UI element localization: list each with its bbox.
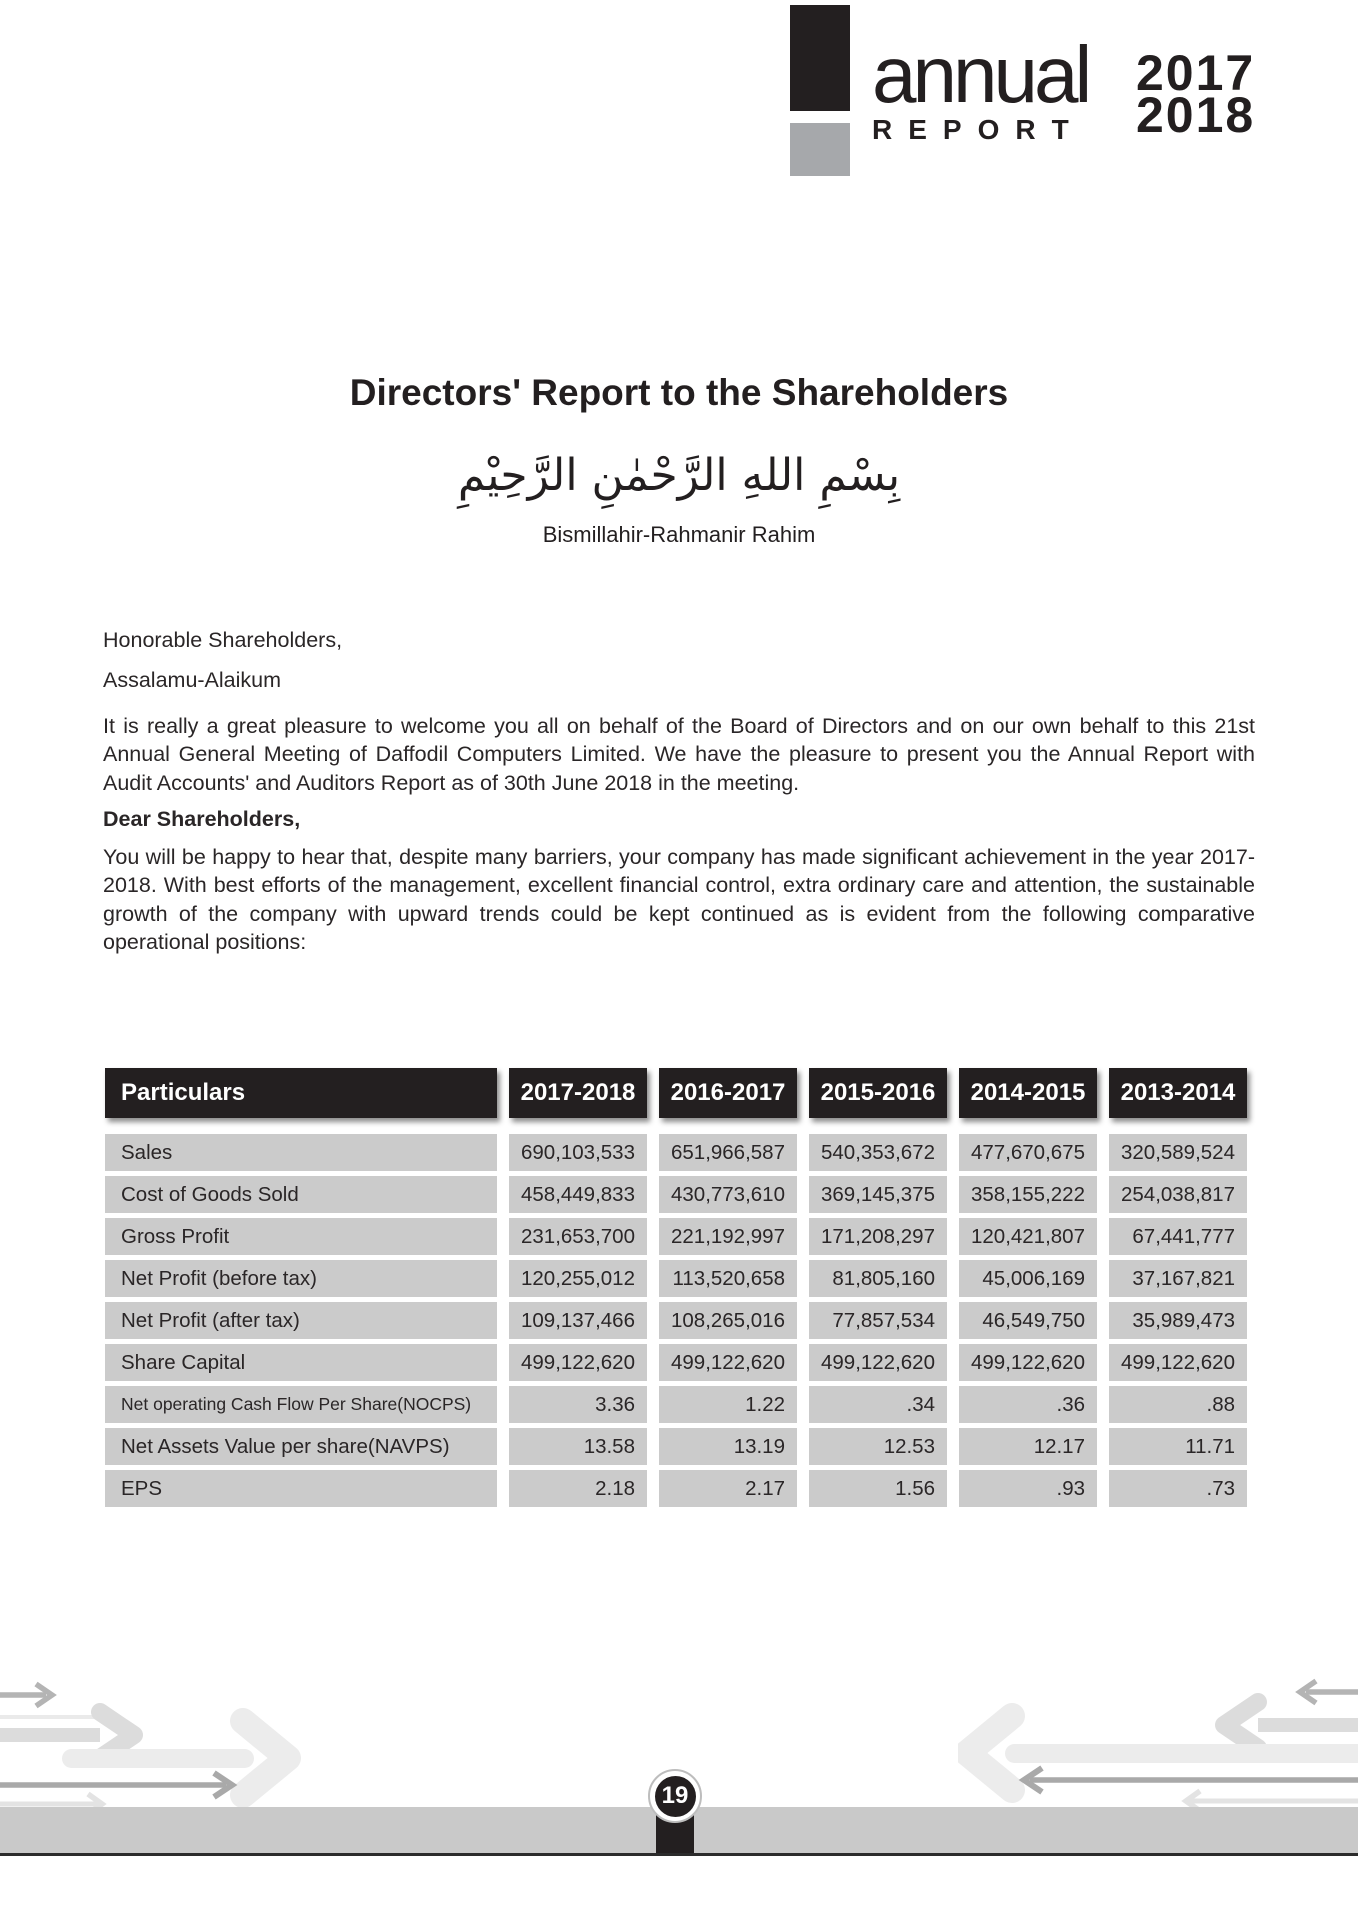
table-cell: .88 — [1109, 1386, 1247, 1423]
table-cell: 45,006,169 — [959, 1260, 1097, 1297]
subheading-dear-shareholders: Dear Shareholders, — [103, 807, 301, 831]
salutation-honorable: Honorable Shareholders, — [103, 628, 343, 652]
table-cell: 171,208,297 — [809, 1218, 947, 1255]
row-label: Net Profit (before tax) — [105, 1260, 497, 1297]
table-cell: 11.71 — [1109, 1428, 1247, 1465]
page-number: 19 — [655, 1776, 696, 1817]
achievement-paragraph: You will be happy to hear that, despite many barriers, your company has made significant achievement in the year 2017-2018. With best efforts of the management, excellent financial control, extra ordinary care and attention, the sustainable growth of the company with upward trends could be kept continued as is evident from the following comparative operational positions: — [103, 845, 1255, 955]
table-cell: 499,122,620 — [809, 1344, 947, 1381]
page-title: Directors' Report to the Shareholders — [349, 372, 1009, 413]
row-label: Net operating Cash Flow Per Share(NOCPS) — [105, 1386, 497, 1423]
table-cell: 320,589,524 — [1109, 1134, 1247, 1171]
table-header-2017-2018: 2017-2018 — [509, 1068, 647, 1118]
table-cell: 231,653,700 — [509, 1218, 647, 1255]
table-cell: 13.19 — [659, 1428, 797, 1465]
annual-report-logo — [872, 30, 1112, 146]
table-cell: 499,122,620 — [659, 1344, 797, 1381]
row-label: Net Profit (after tax) — [105, 1302, 497, 1339]
table-cell: 13.58 — [509, 1428, 647, 1465]
table-row — [105, 1260, 1247, 1297]
table-header-row — [105, 1068, 1247, 1118]
salutation-assalamu: Assalamu-Alaikum — [103, 668, 282, 692]
table-cell: 221,192,997 — [659, 1218, 797, 1255]
bismillah-calligraphy: بِسْمِ اللهِ الرَّحْمٰنِ الرَّحِيْمِ — [457, 450, 901, 501]
table-cell: 113,520,658 — [659, 1260, 797, 1297]
table-row — [105, 1386, 1247, 1423]
row-label: Cost of Goods Sold — [105, 1176, 497, 1213]
logo-subtitle: REPORT — [872, 113, 1085, 145]
table-cell: 358,155,222 — [959, 1176, 1097, 1213]
table-row — [105, 1134, 1247, 1171]
row-label: Share Capital — [105, 1344, 497, 1381]
table-cell: 67,441,777 — [1109, 1218, 1247, 1255]
table-cell: 477,670,675 — [959, 1134, 1097, 1171]
logo-year-top: 2017 — [1136, 45, 1256, 101]
table-header-2014-2015: 2014-2015 — [959, 1068, 1097, 1118]
table-cell: 108,265,016 — [659, 1302, 797, 1339]
table-cell: 499,122,620 — [509, 1344, 647, 1381]
row-label: Sales — [105, 1134, 497, 1171]
table-cell: 430,773,610 — [659, 1176, 797, 1213]
table-row — [105, 1470, 1247, 1507]
arrows-decoration-right-icon — [958, 1660, 1358, 1815]
row-label: Net Assets Value per share(NAVPS) — [105, 1428, 497, 1465]
financial-table — [105, 1068, 1247, 1512]
table-cell: 109,137,466 — [509, 1302, 647, 1339]
row-label: EPS — [105, 1470, 497, 1507]
table-cell: 369,145,375 — [809, 1176, 947, 1213]
table-row — [105, 1176, 1247, 1213]
table-row — [105, 1344, 1247, 1381]
logo-year-bottom: 2018 — [1136, 87, 1256, 143]
table-cell: 37,167,821 — [1109, 1260, 1247, 1297]
table-row — [105, 1302, 1247, 1339]
arrows-decoration-left-icon — [0, 1665, 320, 1820]
table-row — [105, 1428, 1247, 1465]
table-cell: .73 — [1109, 1470, 1247, 1507]
table-header-2015-2016: 2015-2016 — [809, 1068, 947, 1118]
logo-word: annual — [872, 30, 1089, 119]
table-cell: 1.22 — [659, 1386, 797, 1423]
table-cell: .36 — [959, 1386, 1097, 1423]
logo-years — [1136, 45, 1256, 143]
table-cell: 254,038,817 — [1109, 1176, 1247, 1213]
table-cell: 499,122,620 — [1109, 1344, 1247, 1381]
intro-paragraph: It is really a great pleasure to welcome you all on behalf of the Board of Directors and on our own behalf to this 21st Annual General Meeting of Daffodil Computers Limited. We have the pleasure to present you the Annual Report with Audit Accounts' and Auditors Report as of 30th June 2018 in the meeting. — [103, 714, 1255, 795]
table-cell: 12.53 — [809, 1428, 947, 1465]
table-cell: 77,857,534 — [809, 1302, 947, 1339]
logo-black-block — [790, 5, 850, 111]
page-number-badge — [648, 1769, 702, 1823]
table-cell: 3.36 — [509, 1386, 647, 1423]
table-header-2016-2017: 2016-2017 — [659, 1068, 797, 1118]
table-cell: .93 — [959, 1470, 1097, 1507]
table-cell: 46,549,750 — [959, 1302, 1097, 1339]
table-cell: 540,353,672 — [809, 1134, 947, 1171]
table-cell: 2.17 — [659, 1470, 797, 1507]
table-header-2013-2014: 2013-2014 — [1109, 1068, 1247, 1118]
table-cell: 120,421,807 — [959, 1218, 1097, 1255]
row-label: Gross Profit — [105, 1218, 497, 1255]
table-row — [105, 1218, 1247, 1255]
table-cell: 1.56 — [809, 1470, 947, 1507]
table-cell: 12.17 — [959, 1428, 1097, 1465]
bismillah-caption: Bismillahir-Rahmanir Rahim — [542, 522, 816, 547]
table-cell: 458,449,833 — [509, 1176, 647, 1213]
table-cell: .34 — [809, 1386, 947, 1423]
table-cell: 35,989,473 — [1109, 1302, 1247, 1339]
table-cell: 690,103,533 — [509, 1134, 647, 1171]
table-cell: 651,966,587 — [659, 1134, 797, 1171]
table-cell: 2.18 — [509, 1470, 647, 1507]
logo-gray-block — [790, 123, 850, 176]
table-cell: 81,805,160 — [809, 1260, 947, 1297]
table-header-particulars: Particulars — [105, 1068, 497, 1118]
table-cell: 120,255,012 — [509, 1260, 647, 1297]
table-cell: 499,122,620 — [959, 1344, 1097, 1381]
